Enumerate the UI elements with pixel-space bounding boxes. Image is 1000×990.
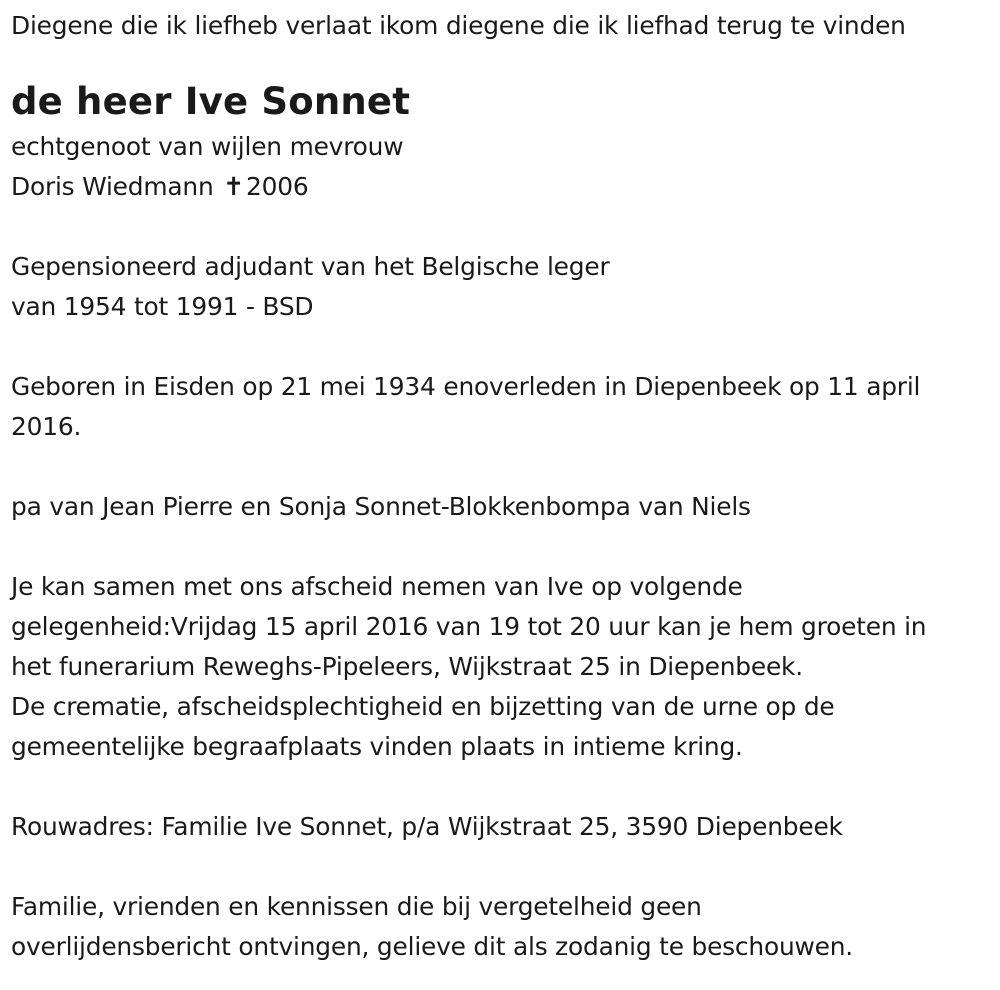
spacer: [11, 327, 996, 367]
farewell-line-3: het funerarium Reweghs-Pipeleers, Wijkstraat 25 in Diepenbeek.: [11, 652, 803, 681]
career-line-1: Gepensioneerd adjudant van het Belgische leger: [11, 252, 610, 281]
family-line: pa van Jean Pierre en Sonja Sonnet-Blokkenbompa van Niels: [11, 492, 751, 521]
notice-line-1: Familie, vrienden en kennissen die bij vergetelheid geen: [11, 892, 702, 921]
farewell-line-4: De crematie, afscheidsplechtigheid en bijzetting van de urne op de: [11, 692, 835, 721]
farewell-line-5: gemeentelijke begraafplaats vinden plaats in intieme kring.: [11, 732, 743, 761]
spouse-line: echtgenoot van wijlen mevrouw: [11, 132, 404, 161]
deceased-name: de heer Ive Sonnet: [11, 80, 411, 123]
motto: Diegene die ik liefheb verlaat ikom diegene die ik liefhad terug te vinden: [11, 11, 906, 40]
spouse-name-line: [11, 167, 996, 207]
spouse-name: Doris Wiedmann: [11, 172, 214, 201]
spacer: [11, 847, 996, 887]
cross-icon: ✝: [223, 172, 244, 201]
obituary-document: [11, 6, 996, 967]
address-line: Rouwadres: Familie Ive Sonnet, p/a Wijkstraat 25, 3590 Diepenbeek: [11, 812, 843, 841]
farewell-line-1: Je kan samen met ons afscheid nemen van Ive op volgende: [11, 572, 743, 601]
birth-death-line-1: Geboren in Eisden op 21 mei 1934 enoverleden in Diepenbeek op 11 april: [11, 372, 921, 401]
spacer: [11, 447, 996, 487]
spacer: [11, 207, 996, 247]
career-line-2: van 1954 tot 1991 - BSD: [11, 292, 314, 321]
spouse-death-year: 2006: [245, 172, 309, 201]
notice-line-2: overlijdensbericht ontvingen, gelieve dit als zodanig te beschouwen.: [11, 932, 854, 961]
spacer: [11, 767, 996, 807]
birth-death-line-2: 2016.: [11, 412, 82, 441]
spacer: [11, 527, 996, 567]
farewell-line-2: gelegenheid:Vrijdag 15 april 2016 van 19 tot 20 uur kan je hem groeten in: [11, 612, 927, 641]
